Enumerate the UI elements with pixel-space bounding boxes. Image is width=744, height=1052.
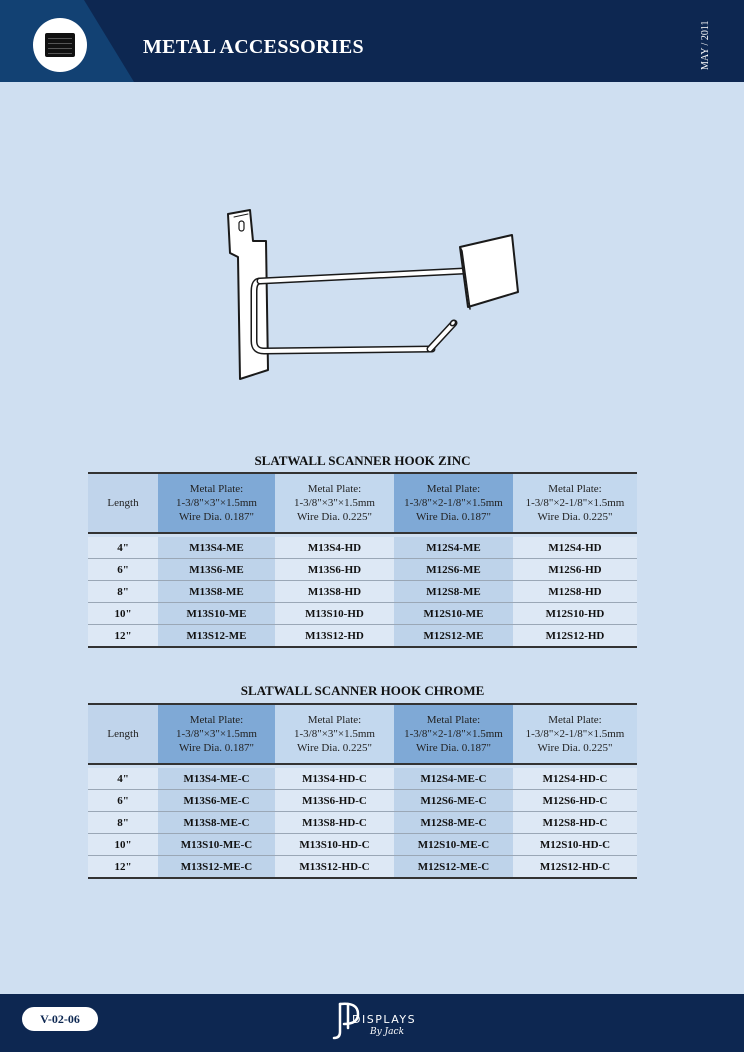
part-number-cell: M13S6-ME-C (158, 790, 275, 812)
part-number-cell: M13S6-HD (275, 559, 394, 581)
part-number-cell: M12S8-ME (394, 581, 513, 603)
brand-tagline: By Jack (370, 1027, 405, 1037)
part-number-cell: M12S12-ME (394, 625, 513, 648)
table-row (88, 537, 637, 559)
part-number-cell: M12S4-ME (394, 537, 513, 559)
column-header-plate: Metal Plate: 1-3/8"×3"×1.5mm Wire Dia. 0.225" (275, 473, 394, 533)
part-number-cell: M13S4-HD (275, 537, 394, 559)
part-number-cell: M12S4-HD (513, 537, 637, 559)
part-number-cell: M13S12-HD (275, 625, 394, 648)
column-header-length: Length (88, 704, 158, 764)
table-header-row (88, 704, 637, 764)
part-number-cell: M12S12-HD (513, 625, 637, 648)
table-row (88, 581, 637, 603)
table-row (88, 834, 637, 856)
part-number-cell: M12S8-HD-C (513, 812, 637, 834)
publication-date: MAY / 2011 (700, 20, 711, 70)
part-number-cell: M13S10-ME (158, 603, 275, 625)
part-number-cell: M13S4-ME-C (158, 768, 275, 790)
part-number-cell: M13S4-ME (158, 537, 275, 559)
scanner-hook-illustration (220, 205, 530, 387)
column-header-plate: Metal Plate: 1-3/8"×3"×1.5mm Wire Dia. 0.187" (158, 473, 275, 533)
slatwall-panel-icon (33, 18, 87, 72)
part-number-cell: M13S6-ME (158, 559, 275, 581)
length-cell: 10" (88, 834, 158, 856)
length-cell: 4" (88, 768, 158, 790)
part-number-cell: M13S8-HD (275, 581, 394, 603)
length-cell: 12" (88, 856, 158, 879)
part-number-cell: M12S8-ME-C (394, 812, 513, 834)
length-cell: 10" (88, 603, 158, 625)
part-number-cell: M12S6-HD (513, 559, 637, 581)
part-number-cell: M12S12-HD-C (513, 856, 637, 879)
part-number-cell: M12S10-ME (394, 603, 513, 625)
part-number-cell: M13S12-HD-C (275, 856, 394, 879)
page-title: METAL ACCESSORIES (143, 36, 364, 58)
page-code-badge: V-02-06 (22, 1007, 98, 1031)
length-cell: 6" (88, 790, 158, 812)
table-row (88, 559, 637, 581)
part-number-cell: M13S10-HD (275, 603, 394, 625)
part-number-cell: M13S8-HD-C (275, 812, 394, 834)
column-header-plate: Metal Plate: 1-3/8"×2-1/8"×1.5mm Wire Dia. 0.225" (513, 704, 637, 764)
length-cell: 12" (88, 625, 158, 648)
part-number-cell: M13S8-ME (158, 581, 275, 603)
length-cell: 4" (88, 537, 158, 559)
column-header-plate: Metal Plate: 1-3/8"×3"×1.5mm Wire Dia. 0.187" (158, 704, 275, 764)
part-number-cell: M13S12-ME (158, 625, 275, 648)
length-cell: 8" (88, 812, 158, 834)
column-header-plate: Metal Plate: 1-3/8"×2-1/8"×1.5mm Wire Dia. 0.187" (394, 473, 513, 533)
part-number-cell: M12S6-ME-C (394, 790, 513, 812)
chrome-spec-table (88, 703, 637, 879)
column-header-plate: Metal Plate: 1-3/8"×3"×1.5mm Wire Dia. 0.225" (275, 704, 394, 764)
part-number-cell: M13S10-HD-C (275, 834, 394, 856)
column-header-plate: Metal Plate: 1-3/8"×2-1/8"×1.5mm Wire Dia. 0.225" (513, 473, 637, 533)
part-number-cell: M13S12-ME-C (158, 856, 275, 879)
column-header-plate: Metal Plate: 1-3/8"×2-1/8"×1.5mm Wire Dia. 0.187" (394, 704, 513, 764)
table-row (88, 625, 637, 648)
table-row (88, 790, 637, 812)
zinc-table-title: SLATWALL SCANNER HOOK ZINC (254, 453, 471, 468)
table-row (88, 856, 637, 879)
part-number-cell: M12S10-HD-C (513, 834, 637, 856)
part-number-cell: M13S10-ME-C (158, 834, 275, 856)
part-number-cell: M12S4-ME-C (394, 768, 513, 790)
table-row (88, 603, 637, 625)
zinc-spec-table (88, 472, 637, 648)
length-cell: 8" (88, 581, 158, 603)
part-number-cell: M12S10-HD (513, 603, 637, 625)
part-number-cell: M13S4-HD-C (275, 768, 394, 790)
table-row (88, 768, 637, 790)
brand-name: DISPLAYS (352, 1013, 417, 1026)
part-number-cell: M13S6-HD-C (275, 790, 394, 812)
length-cell: 6" (88, 559, 158, 581)
column-header-length: Length (88, 473, 158, 533)
page-header (0, 0, 744, 82)
part-number-cell: M12S6-HD-C (513, 790, 637, 812)
part-number-cell: M12S12-ME-C (394, 856, 513, 879)
part-number-cell: M13S8-ME-C (158, 812, 275, 834)
part-number-cell: M12S4-HD-C (513, 768, 637, 790)
table-row (88, 812, 637, 834)
part-number-cell: M12S6-ME (394, 559, 513, 581)
part-number-cell: M12S8-HD (513, 581, 637, 603)
chrome-table-title: SLATWALL SCANNER HOOK CHROME (240, 683, 485, 698)
part-number-cell: M12S10-ME-C (394, 834, 513, 856)
table-header-row (88, 473, 637, 533)
